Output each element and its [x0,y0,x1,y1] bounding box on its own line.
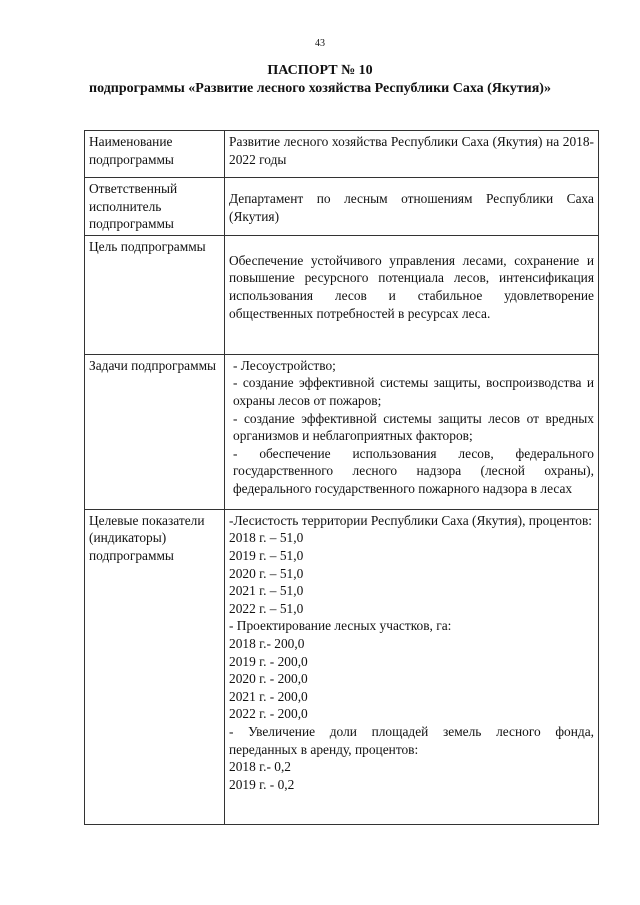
row-value-goal: Обеспечение устойчивого управления лесами, сохранение и повышение ресурсного потенциала лесов, интенсификация использования лесов и стабильное удовлетворение общественных потребностей в ресурсах леса. [225,235,599,354]
indicator-value: 2019 г. - 200,0 [229,653,308,669]
indicator-value: 2022 г. – 51,0 [229,600,304,616]
row-label-tasks: Задачи подпрограммы [85,354,225,509]
indicator-value: 2021 г. - 200,0 [229,688,308,704]
row-label-executor: Ответственный исполнитель подпрограммы [85,178,225,236]
passport-table [84,130,599,825]
indicator-value: 2018 г.- 0,2 [229,759,292,775]
indicator-value: 2018 г.- 200,0 [229,635,305,651]
row-label-goal: Цель подпрограммы [85,235,225,354]
indicator-value: 2020 г. - 200,0 [229,671,308,687]
table-row-tasks [85,354,599,509]
indicator-value: 2020 г. – 51,0 [229,565,304,581]
task-item: - создание эффективной системы защиты лесов от вредных организмов и неблагоприятных факторов; [233,410,594,444]
document-subtitle: подпрограммы «Развитие лесного хозяйства Республики Саха (Якутия)» [89,81,551,96]
indicator-value: 2019 г. – 51,0 [229,547,304,563]
table-row-goal [85,235,599,354]
indicator-value: 2021 г. – 51,0 [229,583,304,599]
task-item: - создание эффективной системы защиты, воспроизводства и охраны лесов от пожаров; [233,375,594,408]
document-title: ПАСПОРТ № 10 [267,63,373,78]
indicator-value: 2019 г. - 0,2 [229,776,295,792]
indicator-heading: - Проектирование лесных участков, га: [229,618,452,634]
row-value-indicators [225,509,599,824]
indicator-heading: -Лесистость территории Республики Саха (Якутия), процентов: [229,512,593,528]
task-item: - Лесоустройство; [233,357,336,373]
row-value-tasks [225,354,599,509]
indicator-value: 2022 г. - 200,0 [229,706,308,722]
table-row-indicators [85,509,599,824]
indicator-heading: - Увеличение доли площадей земель лесного фонда, переданных в аренду, процентов: [229,723,594,757]
table-row-name [85,131,599,178]
row-label-name: Наименование подпрограммы [85,131,225,178]
row-value-executor: Департамент по лесным отношениям Республики Саха (Якутия) [225,178,599,236]
indicator-value: 2018 г. – 51,0 [229,530,304,546]
row-value-name: Развитие лесного хозяйства Республики Саха (Якутия) на 2018-2022 годы [225,131,599,178]
table-row-executor [85,178,599,236]
page-number: 43 [315,38,325,49]
row-label-indicators: Целевые показатели (индикаторы) подпрограммы [85,509,225,824]
task-item: - обеспечение использования лесов, федерального государственного лесного надзора (лесной охраны), федерального государственного пожарного надзора в лесах [233,445,594,496]
